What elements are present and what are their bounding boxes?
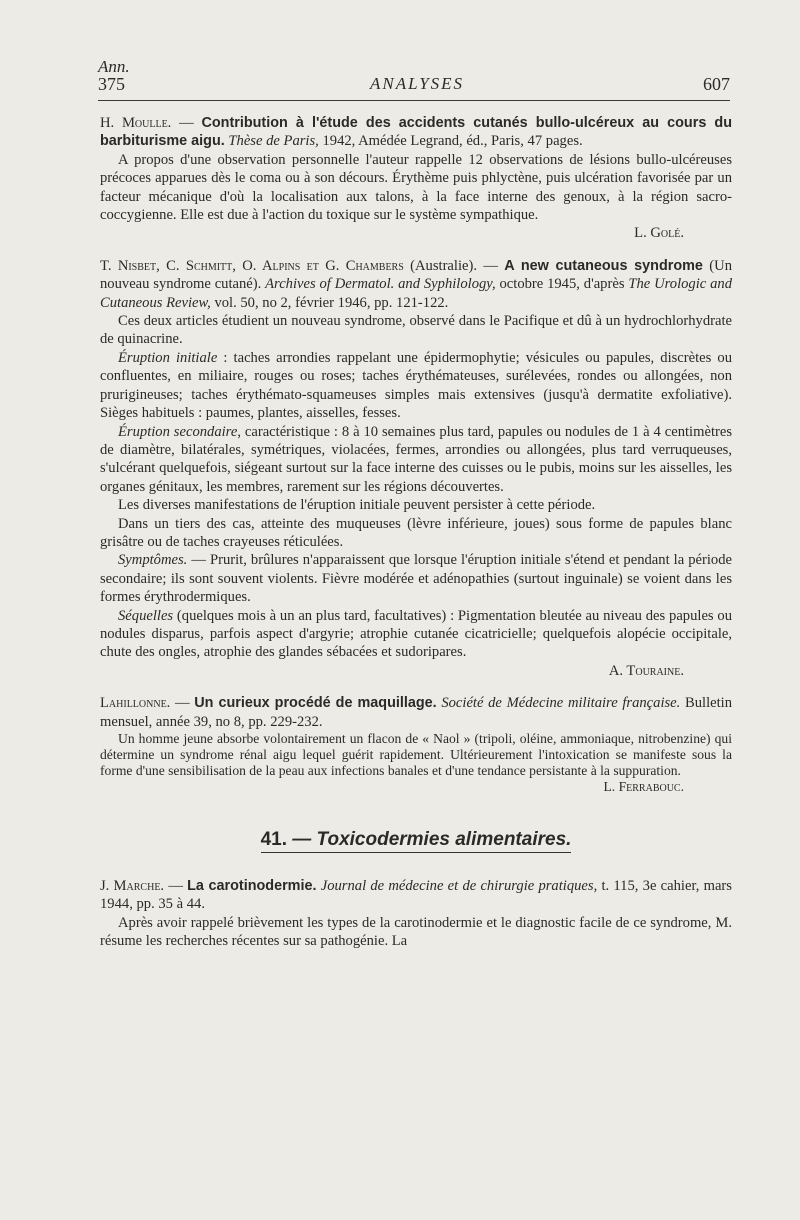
citation: T. Nisbet, C. Schmitt, O. Alpins et G. Chambers (Australie). — A new cutaneous syndrome (Un nouveau syndrome cutané). Archives of Dermatol. and Syphilology, octobre 1945, d'après The Urologic and Cutaneous Review, vol. 50, no 2, février 1946, pp. 121-122.	[100, 257, 732, 311]
author: H. Moulle.	[100, 115, 172, 131]
citation: Lahillonne. — Un curieux procédé de maquillage. Société de Médecine militaire française. Bulletin mensuel, année 39, no 8, pp. 229-232.	[100, 695, 733, 730]
page-body	[100, 114, 732, 951]
abstract-entry	[100, 694, 732, 795]
volume-number: 375	[98, 74, 125, 94]
section-title: — Toxicodermies alimentaires.	[292, 829, 572, 850]
citation: H. Moulle. — Contribution à l'étude des accidents cutanés bullo-ulcéreux au cours du barbiturisme aigu. Thèse de Paris, 1942, Amédée Legrand, éd., Paris, 47 pages.	[100, 115, 733, 150]
reviewer-signature: L. Golé.	[634, 225, 684, 242]
abstract-paragraph: Éruption initiale : taches arrondies rappelant une épidermophytie; vésicules ou papules, discrètes ou confluentes, en miliaire, rouges ou roses; taches érythémateuses, surélevées, rondes ou allongées, non prurigineuses; taches érythémato-squameuses simples mais extensives (jusqu'à dermatite exfoliative). Sièges habituels : paumes, plantes, aisselles, fesses.	[100, 349, 733, 422]
article-title: A new cutaneous syndrome	[504, 257, 703, 274]
article-title: Un curieux procédé de maquillage.	[194, 695, 437, 712]
abstract-paragraph: Les diverses manifestations de l'éruption initiale peuvent persister à cette période.	[118, 497, 596, 514]
reference: octobre 1945, d'après	[499, 276, 625, 293]
section-heading	[100, 829, 732, 851]
author: T. Nisbet, C. Schmitt, O. Alpins et G. Chambers	[100, 257, 404, 274]
citation: J. Marche. — La carotinodermie. Journal de médecine et de chirurgie pratiques, t. 115, 3e cahier, mars 1944, pp. 35 à 44.	[100, 878, 732, 913]
abstract-text: A propos d'une observation personnelle l'auteur rappelle 12 observations de lésions bullo-ulcéreuses précoces apparues dès le coma ou à son décours. Érythème puis phlyctène, puis ulcération favorisée par un facteur mécanique d'où la localisation aux talons, à la face interne des genoux, à la région sacro-coccygienne. Elle est due à l'action du toxique sur le système sympathique.	[100, 151, 732, 224]
abstract-text: Après avoir rappelé brièvement les types de la carotinodermie et le diagnostic facile de ce syndrome, M. résume les recherches récentes sur sa pathogénie. La	[100, 914, 732, 950]
source: Archives of Dermatol. and Syphilology,	[265, 276, 496, 293]
author: Lahillonne.	[100, 695, 171, 712]
header-rule	[98, 100, 730, 101]
country: (Australie).	[410, 257, 478, 274]
section-number: 41.	[260, 829, 287, 850]
abstract-entry	[100, 877, 732, 951]
reference: 1942, Amédée Legrand, éd., Paris, 47 pages.	[322, 133, 583, 150]
reference: t. 115, 3e cahier, mars 1944, pp. 35 à 44.	[100, 878, 732, 913]
abstract-entry	[100, 114, 732, 243]
abstract-paragraph: Dans un tiers des cas, atteinte des muqueuses (lèvre inférieure, joues) sous forme de papules blanc grisâtre ou de taches crayeuses réticulées.	[100, 515, 732, 550]
abstract-entry	[100, 257, 732, 680]
abstract-paragraph: Ces deux articles étudient un nouveau syndrome, observé dans le Pacifique et dû à un hydrochlorhydrate de quinacrine.	[100, 313, 732, 348]
title-translation: (Un nouveau syndrome cutané).	[100, 257, 732, 293]
source: Thèse de Paris,	[228, 133, 319, 150]
running-title: ANALYSES	[370, 74, 465, 93]
handwritten-annotation: Ann.	[98, 57, 130, 76]
reference: Bulletin mensuel, année 39, no 8, pp. 229-232.	[100, 695, 733, 730]
reviewer-signature: A. Touraine.	[608, 662, 684, 679]
source: Société de Médecine militaire française.	[441, 695, 681, 712]
author: J. Marche.	[100, 878, 165, 894]
abstract-paragraph: Éruption secondaire, caractéristique : 8 à 10 semaines plus tard, papules ou nodules de 1 à 4 centimètres de diamètre, bilatérales, symétriques, violacées, fermes, arrondies ou allongées, plus tard verruqueuses, s'ulcérant quelquefois, siégeant surtout sur la face interne des cuisses ou le pubis, moins sur les aisselles, les organes génitaux, les membres, rarement sur les régions découvertes.	[100, 423, 733, 495]
abstract-paragraph: Symptômes. — Prurit, brûlures n'apparaissent que lorsque l'éruption initiale s'étend et pendant la période secondaire; ils sont souvent violents. Fièvre modérée et adénopathies (surtout inguinale) se voient dans les formes érythrodermiques.	[100, 552, 732, 606]
reviewer-signature: L. Ferrabouc.	[603, 779, 684, 794]
secondary-source: The Urologic and Cutaneous Review,	[100, 276, 732, 311]
page-number: 607	[703, 74, 730, 94]
source: Journal de médecine et de chirurgie pratiques,	[320, 878, 598, 894]
article-title: La carotinodermie.	[187, 878, 317, 894]
secondary-reference: vol. 50, no 2, février 1946, pp. 121-122.	[214, 294, 449, 311]
abstract-paragraph: Séquelles (quelques mois à un an plus tard, facultatives) : Pigmentation bleutée au niveau des papules ou nodules disparus, parfois aspect d'argyrie; atrophie cutanée cicatricielle; quelquefois alopécie occipitale, chute des ongles, atrophie des glandes sébacées et sudoripares.	[100, 607, 732, 661]
abstract-text: Un homme jeune absorbe volontairement un flacon de « Naol » (tripoli, oléine, ammoniaque, nitrobenzine) qui détermine un syndrome rénal aigu lequel guérit rapidement. Ultérieurement l'intoxication se manifeste sous la forme d'une sensibilisation de la peau aux infections banales et d'une tendance persistante à la suppuration.	[100, 731, 732, 778]
article-title: Contribution à l'étude des accidents cutanés bullo-ulcéreux au cours du barbiturisme aigu.	[100, 115, 733, 150]
